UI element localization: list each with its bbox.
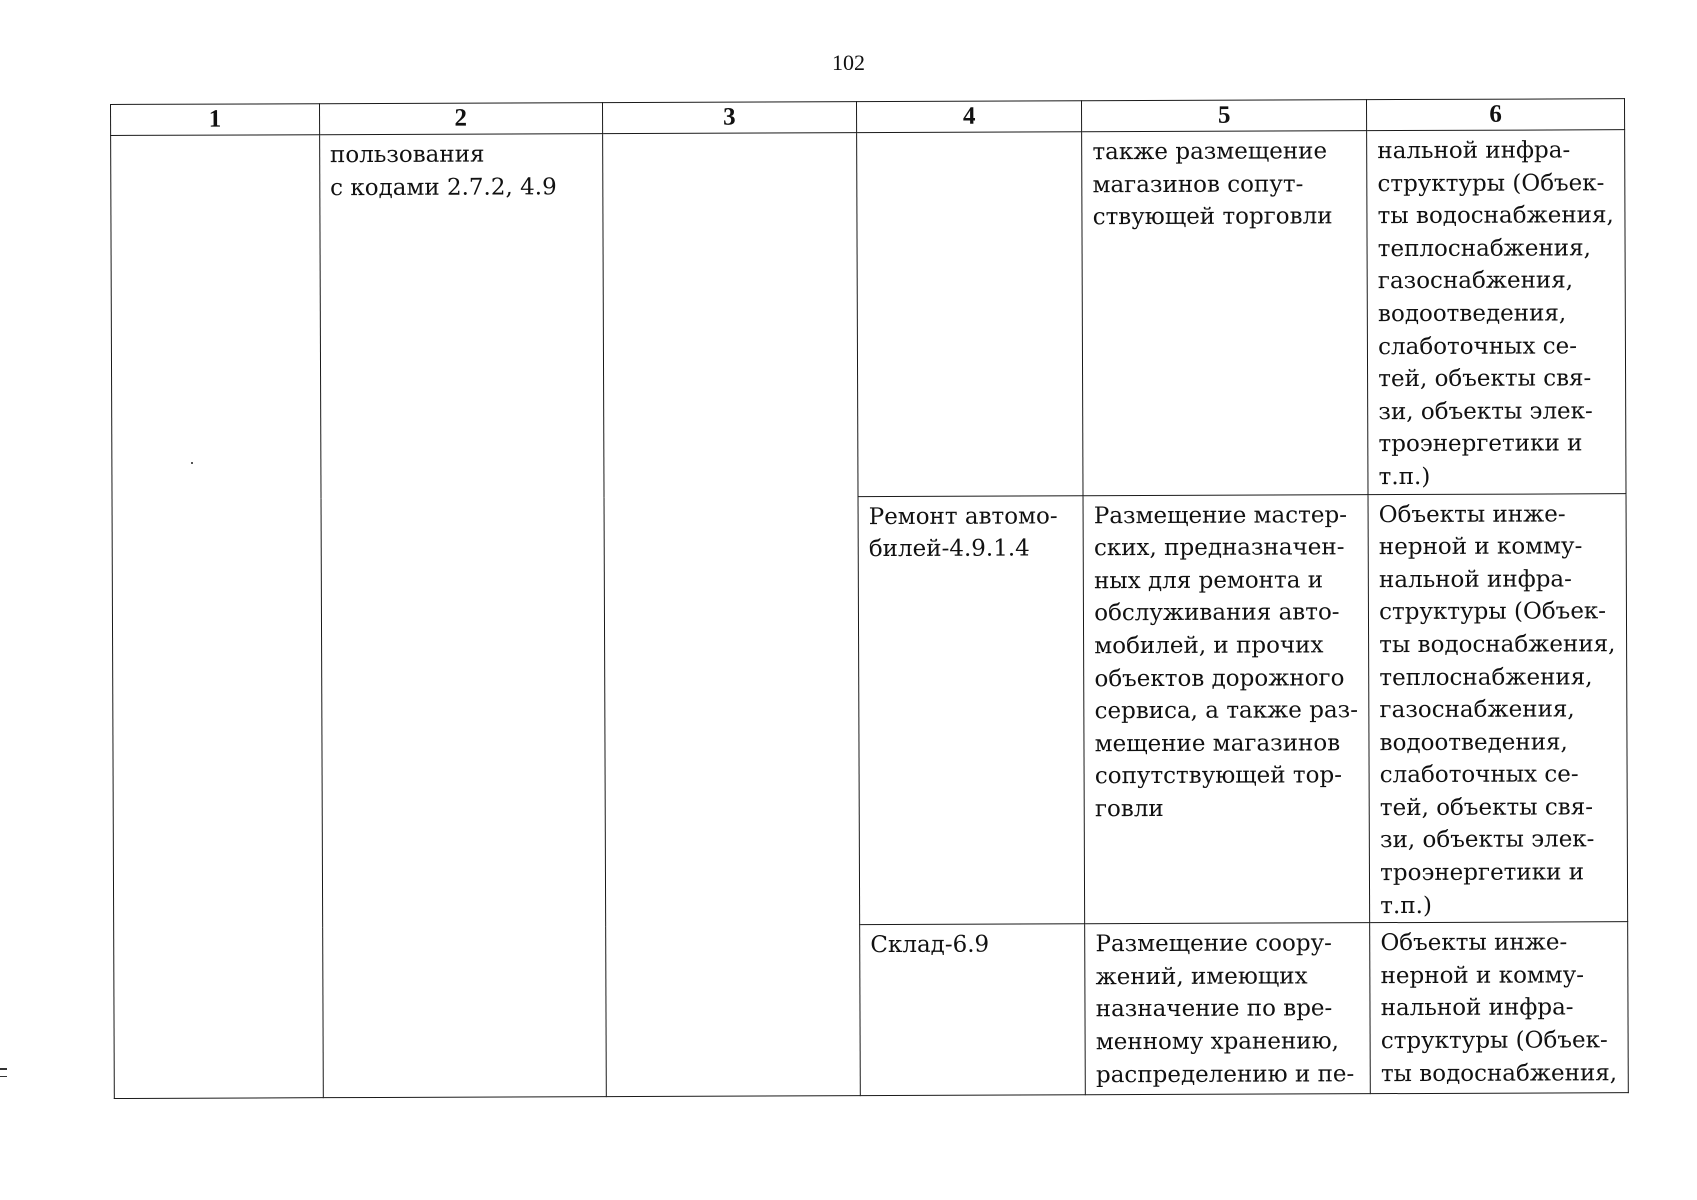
cell-text: Размещение мастер- ских, предназначен- ных для ремонта и обслуживания авто- мобилей, и прочих объектов дорожного сервиса, а также раз- мещение магазинов сопутствующей тор- говли [1093,501,1359,823]
cell-use-description [1085,923,1371,1095]
header-col-3: 3 [602,102,857,134]
cell-text: также размещение магазинов сопут- ствующей торговли [1092,138,1333,231]
cell-text: Объекты инже- нерной и комму- нальной инфра- структуры (Объек- ты водоснабжения, [1380,929,1618,1087]
cell-text [603,133,857,138]
cell-use-name [857,132,1084,496]
cell-use-name [860,924,1086,1096]
scan-speck [191,462,193,464]
cell-column-3 [602,133,860,1097]
margin-mark [0,1068,7,1070]
margin-mark [0,1076,7,1078]
cell-infrastructure [1367,130,1626,495]
cell-use-name [858,495,1085,925]
header-col-6: 6 [1367,99,1625,131]
header-col-4: 4 [857,101,1082,133]
cell-text [857,132,1081,137]
page-number: 102 [832,50,865,75]
header-col-2: 2 [319,103,602,135]
cell-infrastructure [1370,922,1628,1094]
cell-use-description [1082,131,1368,496]
cell-text: Склад-6.9 [870,931,990,959]
cell-zone-code [111,135,324,1099]
cell-text: Ремонт автомо- билей-4.9.1.4 [868,502,1058,563]
header-col-1: 1 [111,104,320,136]
header-col-5: 5 [1082,100,1367,132]
margin-marks [0,1068,7,1083]
cell-text: Объекты инже- нерной и комму- нальной инфра- структуры (Объек- ты водоснабжения, теплоснабжения, газоснабжения, водоотведения, слаботочных се- тей, объекты свя- зи, объекты элек- троэнергетики и т.п.) [1378,500,1616,919]
table-row [111,130,1626,499]
cell-zone-description [319,134,605,1098]
land-use-table [110,98,1629,1099]
cell-infrastructure [1368,493,1627,923]
cell-use-description [1083,494,1370,924]
cell-text: Размещение соору- жений, имеющих назначение по вре- менному хранению, распределению и пе- [1095,930,1355,1088]
cell-text [111,135,319,140]
cell-text: нальной инфра- структуры (Объек- ты водоснабжения, теплоснабжения, газоснабжения, водоотведения, слаботочных се- тей, объекты свя- зи, объекты элек- троэнергетики и т.п.) [1377,137,1614,491]
cell-text: пользования с кодами 2.7.2, 4.9 [329,141,557,201]
